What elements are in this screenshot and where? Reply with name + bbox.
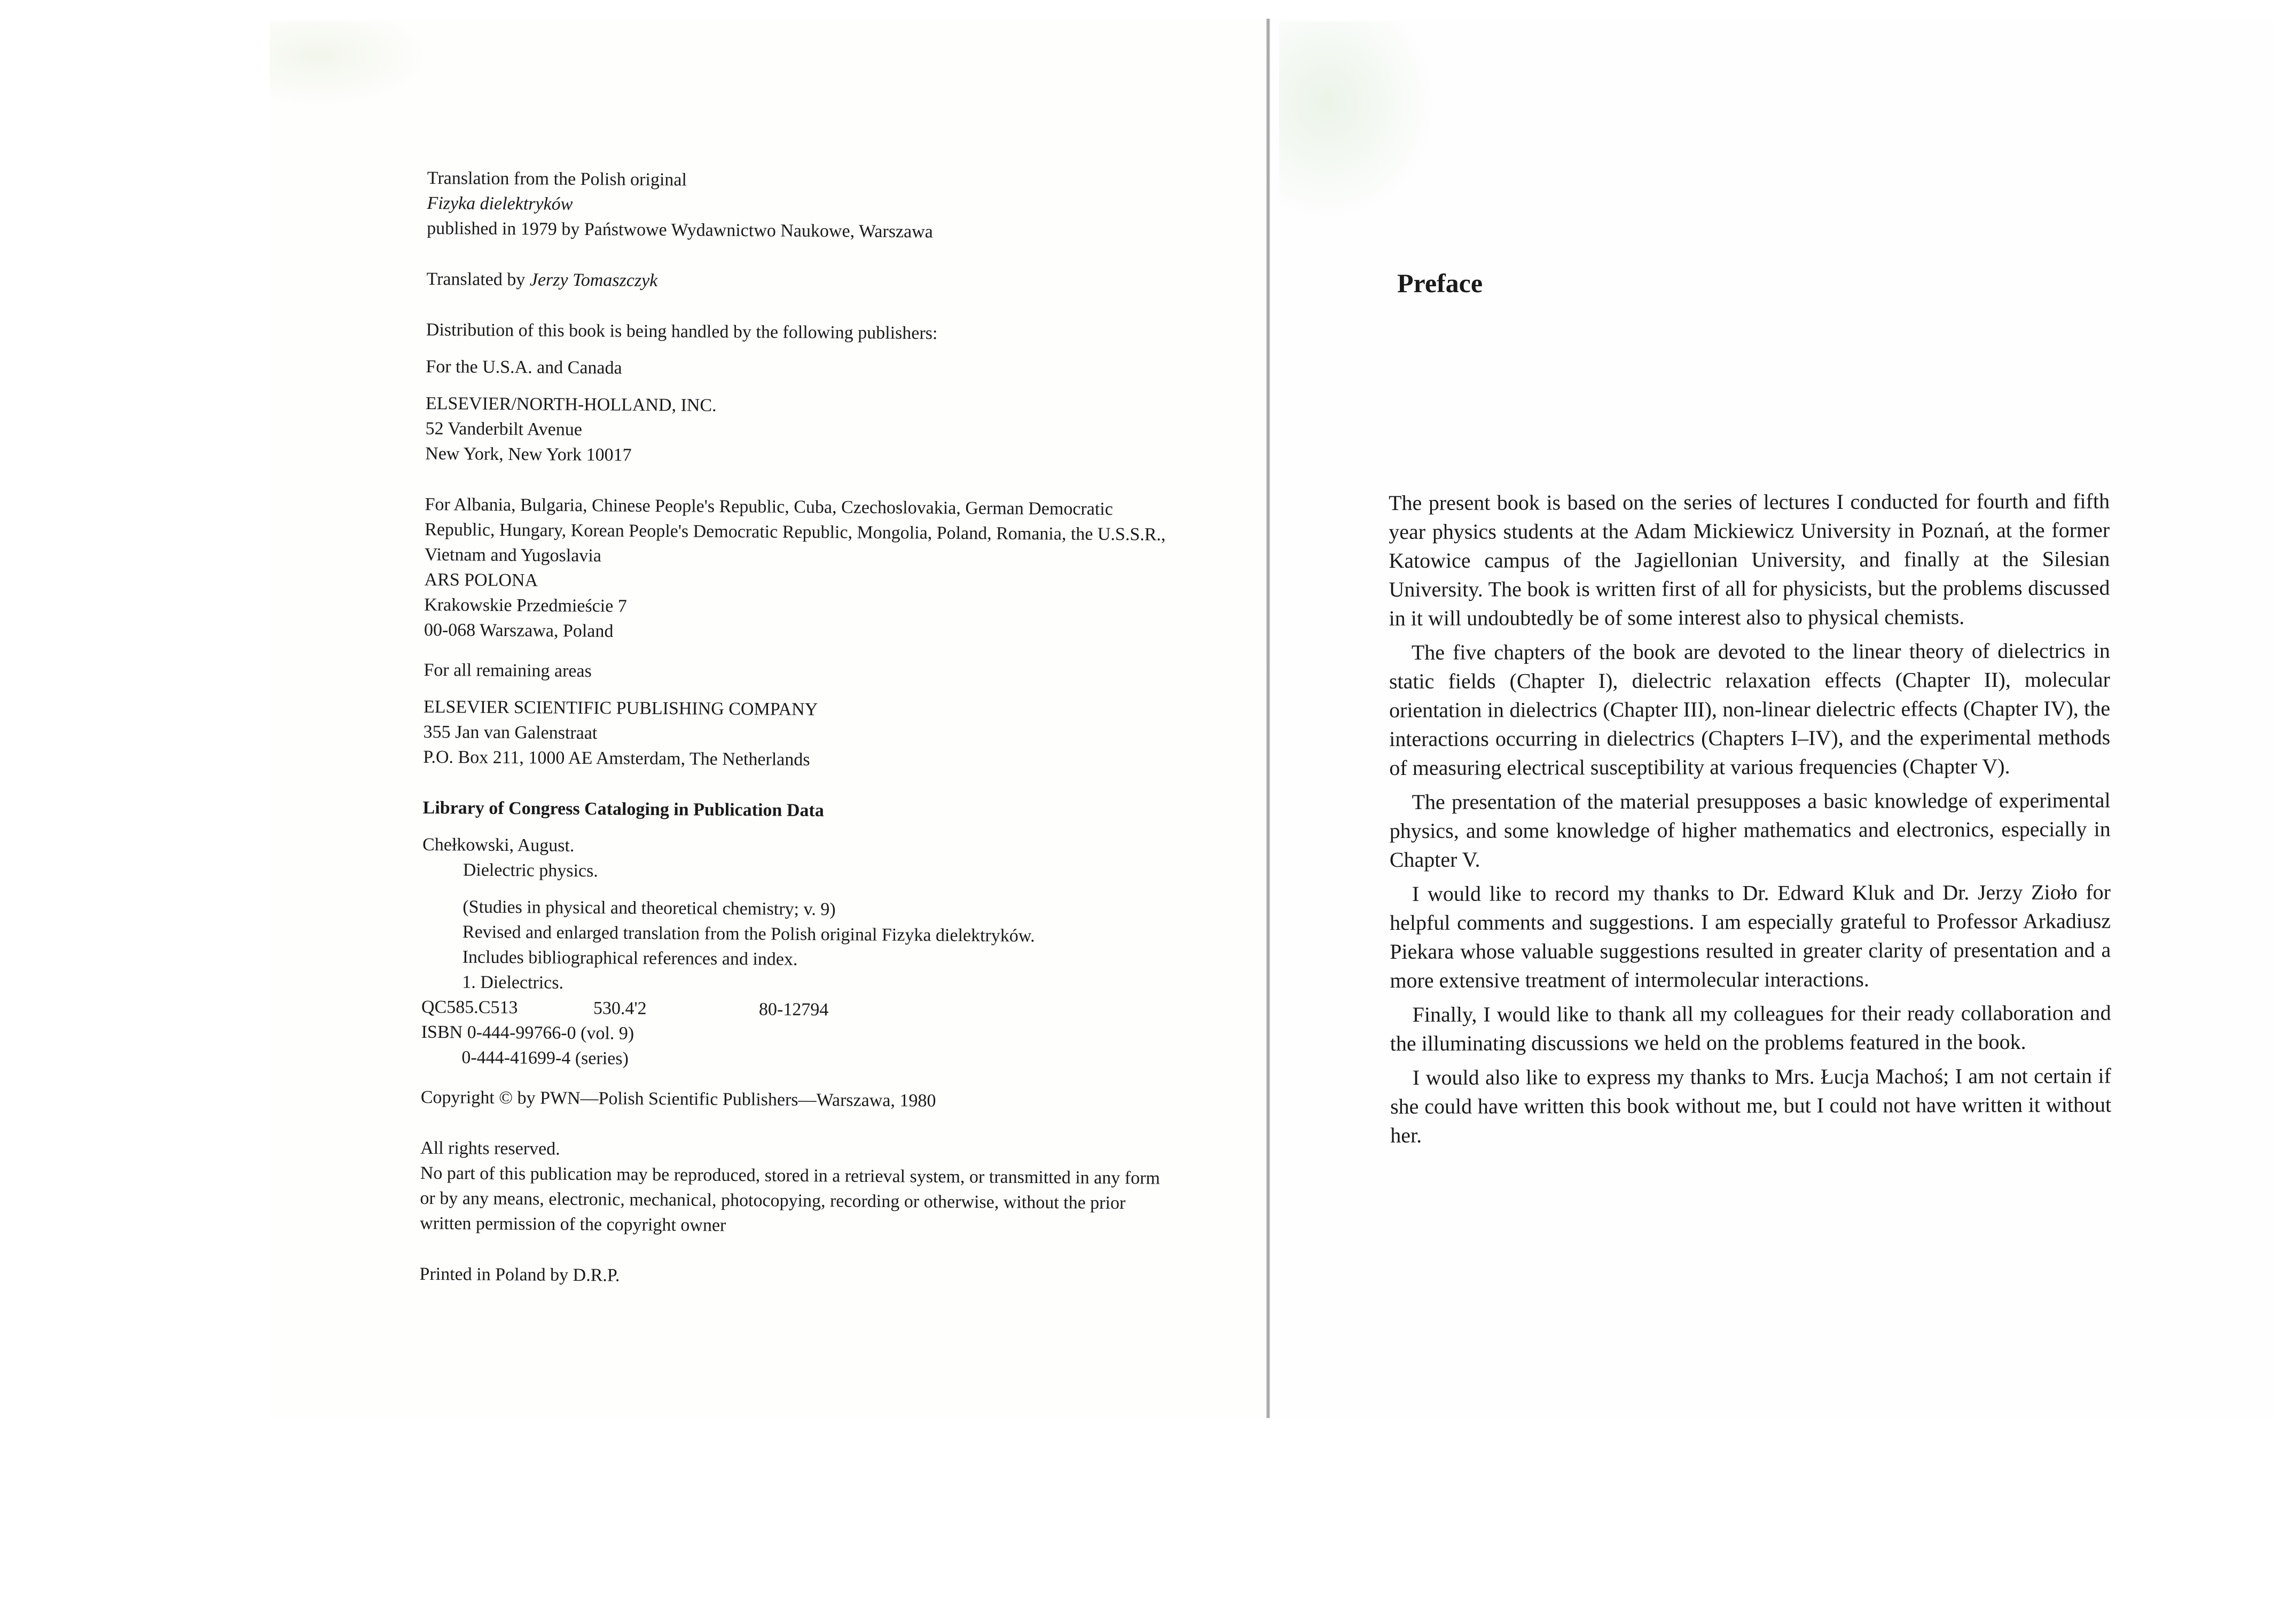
cip-subject: 1. Dielectrics. xyxy=(462,972,564,993)
scan-discoloration-left xyxy=(270,21,430,107)
eastern-address: Krakowskie Przedmieście 7 xyxy=(424,594,627,616)
preface-body xyxy=(1389,487,2111,1155)
rights-body: No part of this publication may be reproduced, stored in a retrieval system, or transmitted in any form or by any means, electronic, mechanical, photocopying, recording or otherwise, without the prior written permission of the copyright owner xyxy=(420,1163,1161,1235)
page-title: Preface xyxy=(1397,268,1483,298)
translation-note: Translation from the Polish original xyxy=(427,168,687,190)
original-publisher: published in 1979 by Państwowe Wydawnictwo Naukowe, Warszawa xyxy=(427,218,933,242)
copyright-line: Copyright © by PWN—Polish Scientific Publishers—Warszawa, 1980 xyxy=(420,1087,936,1111)
preface-paragraph: Finally, I would like to thank all my colleagues for their ready collaboration and the illuminating discussions we held on the problems featured in the book. xyxy=(1390,1000,2111,1055)
translated-by-label: Translated by xyxy=(426,269,530,290)
isbn-volume: 0-444-99766-0 (vol. 9) xyxy=(467,1022,634,1044)
eastern-city: 00-068 Warszawa, Poland xyxy=(424,620,614,641)
remaining-publisher: ELSEVIER SCIENTIFIC PUBLISHING COMPANY xyxy=(423,696,818,720)
remaining-city: P.O. Box 211, 1000 AE Amsterdam, The Netherlands xyxy=(423,747,810,770)
eastern-publisher: ARS POLONA xyxy=(424,569,538,591)
rights-reserved: All rights reserved. xyxy=(420,1138,560,1159)
usa-region: For the U.S.A. and Canada xyxy=(426,356,622,378)
remaining-region: For all remaining areas xyxy=(424,660,592,682)
usa-city: New York, New York 10017 xyxy=(425,443,632,465)
preface-paragraph: I would like to record my thanks to Dr. Edward Kluk and Dr. Jerzy Zioło for helpful comments and suggestions. I am especially grateful to Professor Arkadiusz Piekara whose valuable suggestions resulted in greater clarity of presentation and a more extensive treatment of intermolecular interactions. xyxy=(1390,880,2111,992)
lccn: 80-12794 xyxy=(758,999,829,1020)
cip-series: (Studies in physical and theoretical chemistry; v. 9) xyxy=(463,897,836,920)
translator-line xyxy=(426,267,1174,297)
printed-in: Printed in Poland by D.R.P. xyxy=(419,1264,620,1286)
usa-publisher: ELSEVIER/NORTH-HOLLAND, INC. xyxy=(425,393,717,416)
book-gutter xyxy=(1266,19,1270,1418)
preface-paragraph: The five chapters of the book are devoted to the linear theory of dielectrics in static fields (Chapter I), dielectric relaxation effects (Chapter II), molecular orientation in dielectrics (Chapter III), non-linear dielectric effects (Chapter IV), the interactions occurring in dielectrics (Chapters I–IV), and the experimental methods of measuring electrical susceptibility at various frequencies (Chapter V). xyxy=(1389,638,2111,780)
translator-name: Jerzy Tomaszczyk xyxy=(529,270,658,291)
original-title: Fizyka dielektryków xyxy=(427,193,573,214)
cip-note-references: Includes bibliographical references and index. xyxy=(462,947,798,969)
cip-author: Chełkowski, August. xyxy=(422,834,575,856)
eastern-region: For Albania, Bulgaria, Chinese People's Republic, Cuba, Czechoslovakia, German Democratic Republic, Hungary, Korean People's Democratic Republic, Mongolia, Poland, Romania, the U.S.S.R., Vietnam and Yugoslavia xyxy=(424,494,1166,566)
scan-discoloration xyxy=(1279,21,1439,224)
preface-paragraph: The present book is based on the series of lectures I conducted for fourth and fifth year physics students at the Adam Mickiewicz University in Poznań, at the former Katowice campus of the Jagiellonian University, and finally at the Silesian University. The book is written first of all for physicists, but the problems discussed in it will undoubtedly be of some interest also to physical chemists. xyxy=(1389,489,2110,630)
isbn-label: ISBN xyxy=(421,1022,463,1043)
cip-note-translation: Revised and enlarged translation from the Polish original Fizyka dielektryków. xyxy=(462,922,1035,946)
usa-address: 52 Vanderbilt Avenue xyxy=(425,418,583,440)
colophon xyxy=(419,166,1175,1292)
distribution-note: Distribution of this book is being handled by the following publishers: xyxy=(426,319,938,343)
dewey-number: 530.4'2 xyxy=(593,998,647,1019)
isbn-series: 0-444-41699-4 (series) xyxy=(461,1047,629,1069)
preface-paragraph: I would also like to express my thanks to Mrs. Łucja Machoś; I am not certain if she could have written this book without me, but I could not have written it without her. xyxy=(1390,1063,2112,1147)
preface-paragraph: The presentation of the material presupposes a basic knowledge of experimental physics, and some knowledge of higher mathematics and electronics, especially in Chapter V. xyxy=(1389,788,2111,872)
cip-title: Dielectric physics. xyxy=(463,860,598,881)
cip-heading: Library of Congress Cataloging in Publication Data xyxy=(422,797,824,821)
lc-call-number: QC585.C513 xyxy=(421,997,518,1018)
remaining-address: 355 Jan van Galenstraat xyxy=(423,722,598,743)
